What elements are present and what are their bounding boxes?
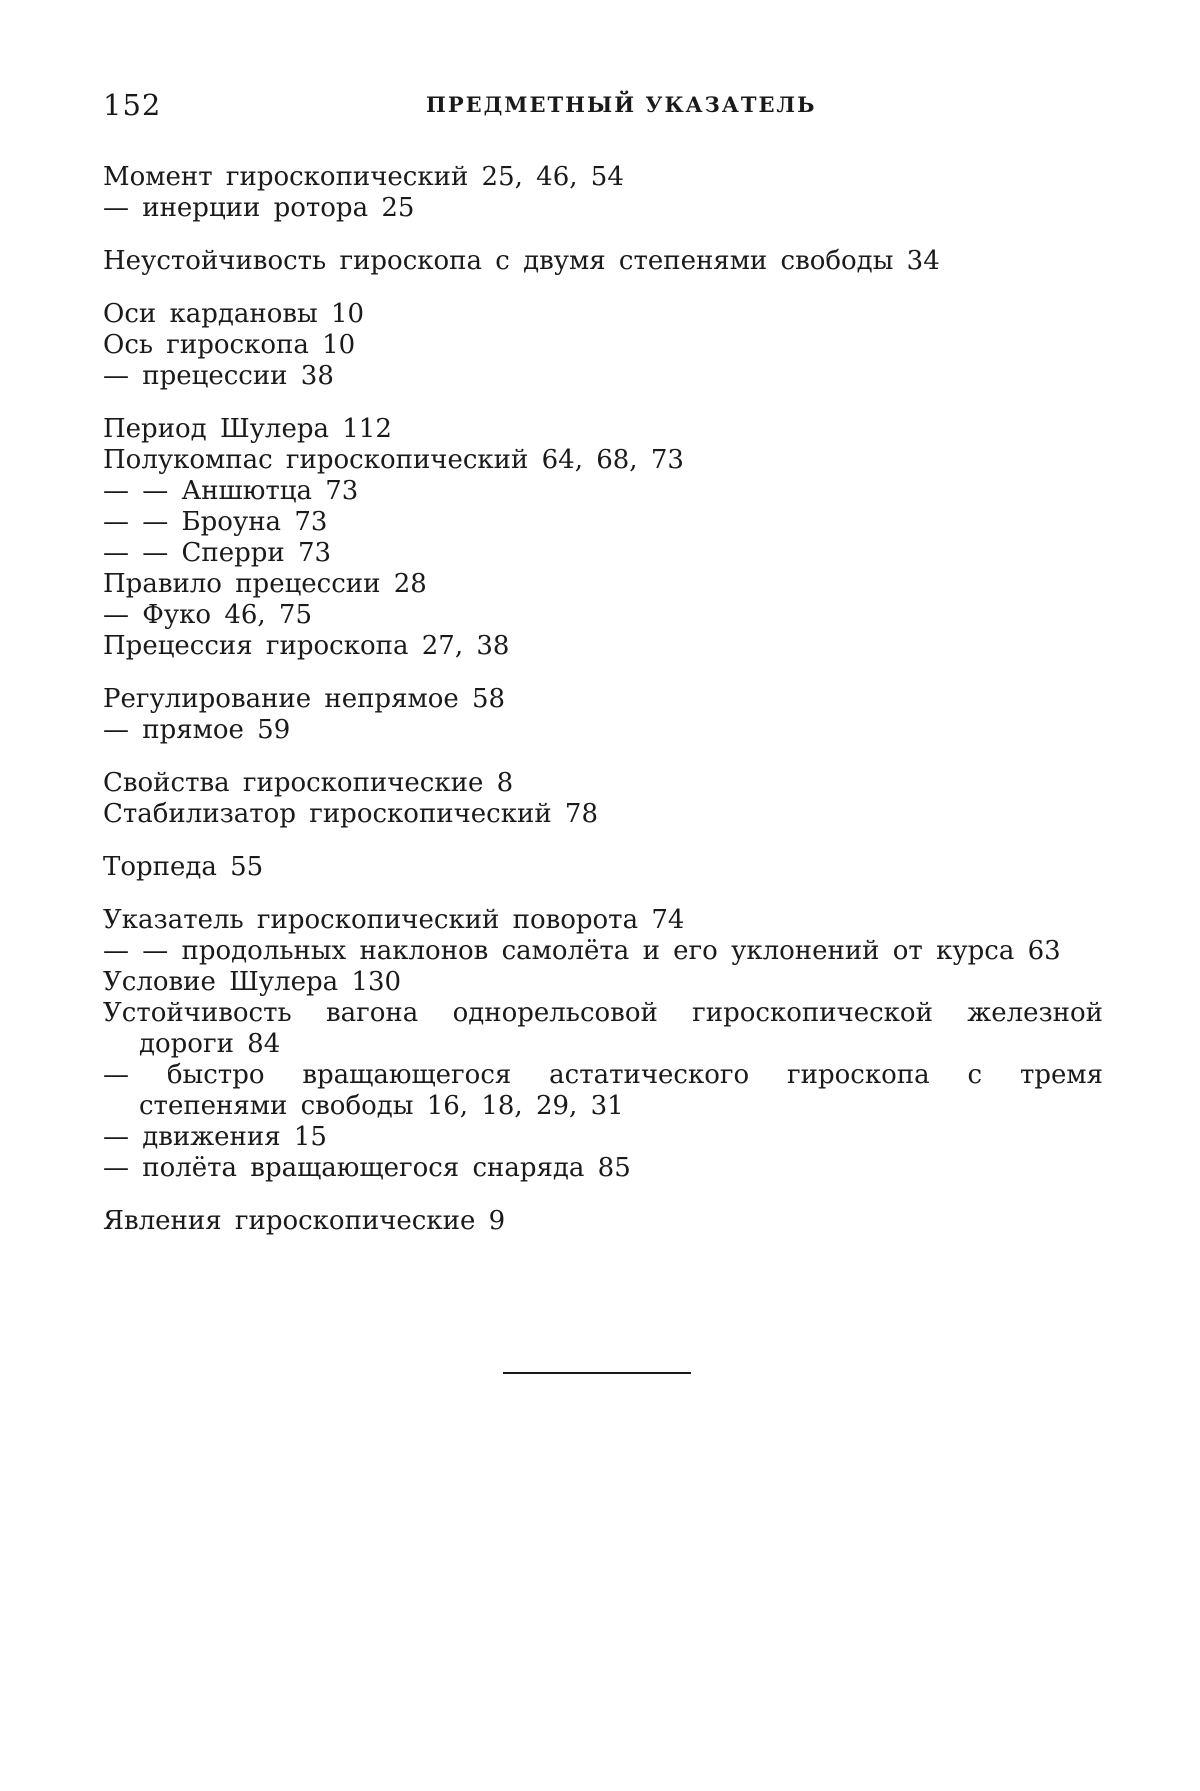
end-rule — [503, 1372, 691, 1374]
index-entry: Оси кардановы 10 — [103, 299, 365, 329]
index-entry: Торпеда 55 — [103, 852, 264, 882]
index-group-p — [103, 414, 1103, 662]
index-subentry: — Фуко 46, 75 — [103, 600, 313, 630]
index-subentry: — прецессии 38 — [103, 361, 334, 391]
index-subentry: — — Сперри 73 — [103, 538, 332, 568]
index-group-t — [103, 852, 1103, 883]
index-subentry: — — Броуна 73 — [103, 507, 328, 537]
index-entry: Ось гироскопа 10 — [103, 330, 356, 360]
index-group-s — [103, 768, 1103, 830]
index-entry: Свойства гироскопические 8 — [103, 768, 514, 798]
index-entry: Полукомпас гироскопический 64, 68, 73 — [103, 445, 684, 475]
index-entry: Стабилизатор гироскопический 78 — [103, 799, 598, 829]
index-entry: Явления гироскопические 9 — [103, 1206, 506, 1236]
page-header — [103, 88, 1103, 128]
index-entry: Прецессия гироскопа 27, 38 — [103, 631, 510, 661]
index-group-o — [103, 299, 1103, 392]
index-subentry: — — Аншютца 73 — [103, 476, 359, 506]
index-subentry: — быстро вращающегося астатического гироскопа с тремя степенями свободы 16, 18, 29, 31 — [103, 1060, 1103, 1121]
index-subentry: — прямое 59 — [103, 715, 291, 745]
index-entry: Регулирование непрямое 58 — [103, 684, 506, 714]
index-entry: Момент гироскопический 25, 46, 54 — [103, 162, 624, 192]
index-page — [103, 88, 1103, 1259]
index-subentry: — движения 15 — [103, 1122, 327, 1152]
index-group-r — [103, 684, 1103, 746]
index-group-ya — [103, 1206, 1103, 1237]
index-entry: Условие Шулера 130 — [103, 967, 402, 997]
index-entry: Правило прецессии 28 — [103, 569, 427, 599]
index-subentry: — — продольных наклонов самолёта и его уклонений от курса 63 — [103, 936, 1061, 966]
index-entry: Период Шулера 112 — [103, 414, 392, 444]
index-entry: Неустойчивость гироскопа с двумя степенями свободы 34 — [103, 246, 940, 276]
running-title: ПРЕДМЕТНЫЙ УКАЗАТЕЛЬ — [426, 92, 817, 117]
index-group-u — [103, 905, 1103, 1184]
page-number: 152 — [103, 88, 162, 122]
index-subentry: — инерции ротора 25 — [103, 193, 415, 223]
index-group-n — [103, 246, 1103, 277]
index-group-m — [103, 162, 1103, 224]
index-subentry: — полёта вращающегося снаряда 85 — [103, 1153, 631, 1183]
index-entry: Указатель гироскопический поворота 74 — [103, 905, 685, 935]
index-entry: Устойчивость вагона однорельсовой гироскопической железной дороги 84 — [103, 998, 1103, 1059]
